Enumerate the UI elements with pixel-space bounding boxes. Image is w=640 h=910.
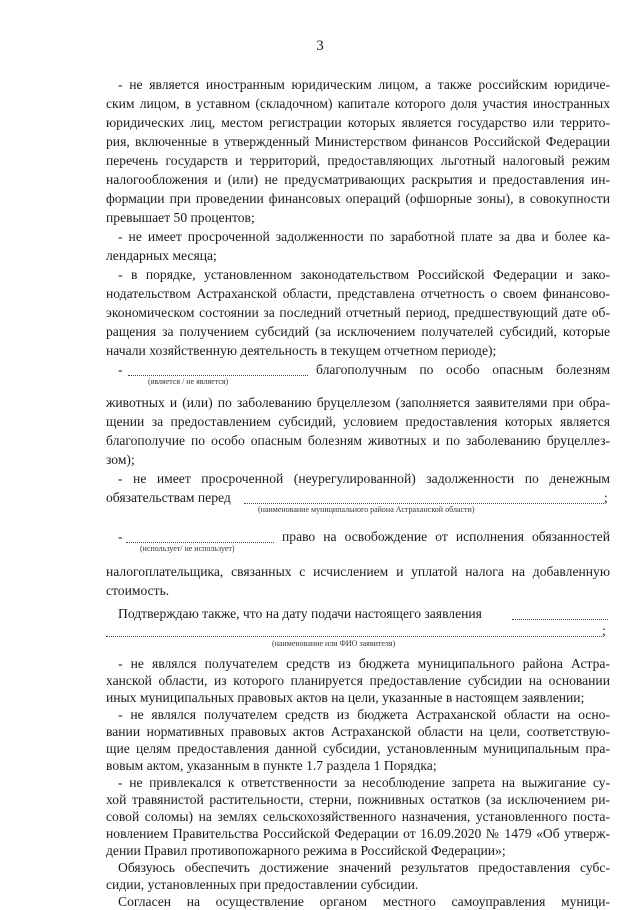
paragraph-line: ханской области, из которого планируется предоставление субсидии на основании	[106, 673, 610, 688]
paragraph-line: перечень государств и территорий, предоставляющих льготный налоговый режим	[106, 153, 610, 168]
paragraph-line: налогообложения и (или) не предусматривающих раскрытия и предоставления ин-	[106, 172, 610, 187]
vat-blank[interactable]	[126, 530, 274, 543]
paragraph-line: ским лицом, в уставном (складочном) капитале которого доля участия иностранных	[106, 96, 610, 111]
page-number: 3	[316, 38, 324, 54]
paragraph-line: - не имеет просроченной (неурегулированной) задолженности по денежным	[118, 471, 610, 486]
paragraph-line: - не является иностранным юридическим лицом, а также российским юридиче-	[118, 77, 610, 92]
paragraph-line: рия, включенные в утвержденный Министерством финансов Российской Федерации	[106, 134, 610, 149]
confirm-text: Подтверждаю также, что на дату подачи настоящего заявления	[118, 606, 482, 621]
paragraph-line: ращения за получением субсидий (за исключением получателей субсидий, которые	[106, 324, 610, 339]
vat-caption: (использует/ не использует)	[140, 544, 235, 553]
paragraph-line: вании нормативных правовых актов Астраханской области на цели, соответствую-	[106, 724, 610, 739]
paragraph-line: Обязуюсь обеспечить достижение значений результатов предоставления субс-	[118, 860, 610, 875]
paragraph-line: юридических лиц, местом регистрации которых является государство или террито-	[106, 115, 610, 130]
paragraph-line: иных муниципальных правовых актов на цели, указанные в настоящем заявлении;	[106, 690, 585, 705]
vat-prefix: -	[118, 529, 123, 544]
paragraph-line: щении за предоставлением субсидий, условием предоставления которых является	[106, 414, 610, 429]
confirm-blank-1[interactable]	[512, 607, 608, 620]
paragraph-line: дении Правил противопожарного режима в Российской Федерации»;	[106, 843, 506, 858]
paragraph-line: - не имеет просроченной задолженности по заработной плате за два и более ка-	[118, 229, 610, 244]
status-blank[interactable]	[128, 363, 308, 376]
obligations-text: обязательствам перед	[106, 490, 231, 505]
paragraph-line: формации при проведении финансовых операций (офшорные зоны), в совокупности	[106, 191, 610, 206]
confirm-end: ;	[602, 623, 606, 638]
paragraph-line: щие целям предоставления данной субсидии, установленным муниципальным пра-	[106, 741, 610, 756]
paragraph-line: хой травянистой растительности, стерни, пожнивных остатков (за исключением ри-	[106, 792, 610, 807]
confirm-blank-2[interactable]	[106, 624, 602, 637]
vat-text: право на освобождение от исполнения обязанностей	[282, 529, 610, 544]
status-text: благополучным по особо опасным болезням	[316, 362, 610, 377]
paragraph-line: начали хозяйственную деятельность в текущем отчетном периоде);	[106, 343, 497, 358]
status-prefix: -	[118, 362, 123, 377]
paragraph-line: экономическом состоянии за последний отчетный период, предшествующий дате об-	[106, 305, 610, 320]
paragraph-line: превышает 50 процентов;	[106, 210, 255, 225]
paragraph-line: нодательством Астраханской области, представлена отчетность о своем финансово-	[106, 286, 610, 301]
paragraph-line: - в порядке, установленном законодательством Российской Федерации и зако-	[118, 267, 610, 282]
paragraph-line: животных и (или) по заболеванию бруцеллезом (заполняется заявителями при обра-	[106, 395, 610, 410]
paragraph-line: благополучие по особо опасным болезням животных и по заболеванию бруцеллез-	[106, 433, 610, 448]
paragraph-line: лендарных месяца;	[106, 248, 217, 263]
obligations-caption: (наименование муниципального района Астраханской области)	[258, 505, 475, 514]
paragraph-line: Согласен на осуществление органом местного самоуправления муници-	[118, 894, 610, 909]
paragraph-line: стоимость.	[106, 583, 170, 598]
paragraph-line: - не являлся получателем средств из бюджета Астраханской области на осно-	[118, 707, 610, 722]
paragraph-line: сидии, установленных при предоставлении субсидии.	[106, 877, 419, 892]
status-caption: (является / не является)	[148, 377, 229, 386]
paragraph-line: совой соломы) на землях сельскохозяйственного назначения, установленного поста-	[106, 809, 610, 824]
paragraph-line: налогоплательщика, связанных с исчислением и уплатой налога на добавленную	[106, 564, 610, 579]
paragraph-line: зом);	[106, 452, 135, 467]
paragraph-line: вовым актом, указанным в пункте 1.7 раздела 1 Порядка;	[106, 758, 437, 773]
paragraph-line: новлением Правительства Российской Федерации от 16.09.2020 № 1479 «Об утверж-	[106, 826, 610, 841]
confirm-caption: (наименование или ФИО заявителя)	[272, 639, 396, 648]
paragraph-line: - не привлекался к ответственности за несоблюдение запрета на выжигание су-	[118, 775, 610, 790]
paragraph-line: - не являлся получателем средств из бюджета муниципального района Астра-	[118, 656, 610, 671]
obligations-blank[interactable]	[244, 491, 604, 504]
obligations-end: ;	[604, 490, 608, 505]
